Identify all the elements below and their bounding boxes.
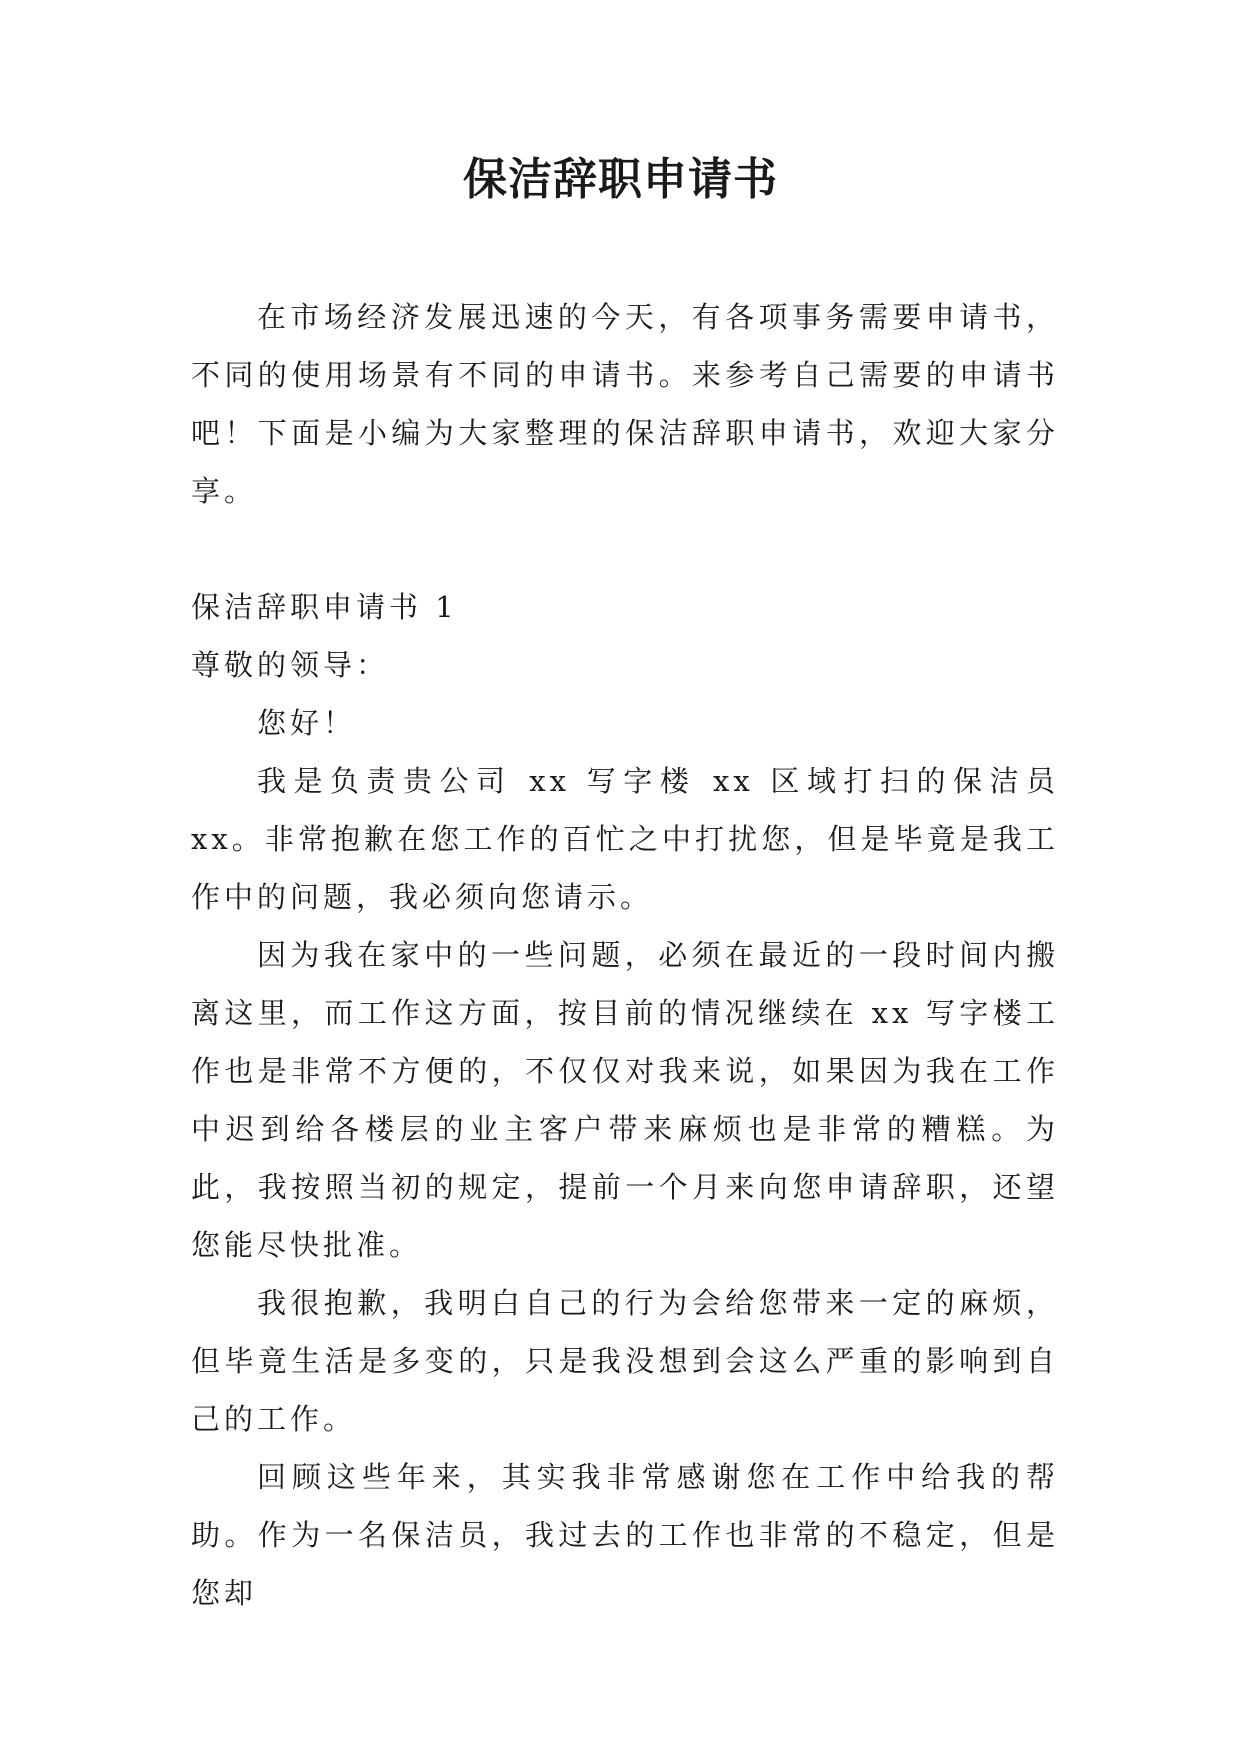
body-paragraph: 因为我在家中的一些问题，必须在最近的一段时间内搬离这里，而工作这方面，按目前的情况继续在 xx 写字楼工作也是非常不方便的，不仅仅对我来说，如果因为我在工作中迟到给各楼层的业主客户带来麻烦也是非常的糟糕。为此，我按照当初的规定，提前一个月来向您申请辞职，还望您能尽快批准。 — [191, 938, 1059, 1262]
body-paragraph: 回顾这些年来，其实我非常感谢您在工作中给我的帮助。作为一名保洁员，我过去的工作也非常的不稳定，但是您却 — [191, 1460, 1059, 1610]
document-title: 保洁辞职申请书 — [463, 154, 778, 205]
salutation: 尊敬的领导： — [191, 648, 390, 682]
greeting: 您好！ — [257, 706, 357, 740]
body-paragraph: 我是负责贵公司 xx 写字楼 xx 区域打扫的保洁员 xx。非常抱歉在您工作的百忙之中打扰您，但是毕竟是我工作中的问题，我必须向您请示。 — [191, 764, 1059, 914]
intro-paragraph: 在市场经济发展迅速的今天，有各项事务需要申请书，不同的使用场景有不同的申请书。来参考自己需要的申请书吧！下面是小编为大家整理的保洁辞职申请书，欢迎大家分享。 — [191, 300, 1059, 508]
section-heading: 保洁辞职申请书 1 — [191, 590, 458, 624]
body-paragraph: 我很抱歉，我明白自己的行为会给您带来一定的麻烦，但毕竟生活是多变的，只是我没想到会这么严重的影响到自己的工作。 — [191, 1286, 1059, 1436]
